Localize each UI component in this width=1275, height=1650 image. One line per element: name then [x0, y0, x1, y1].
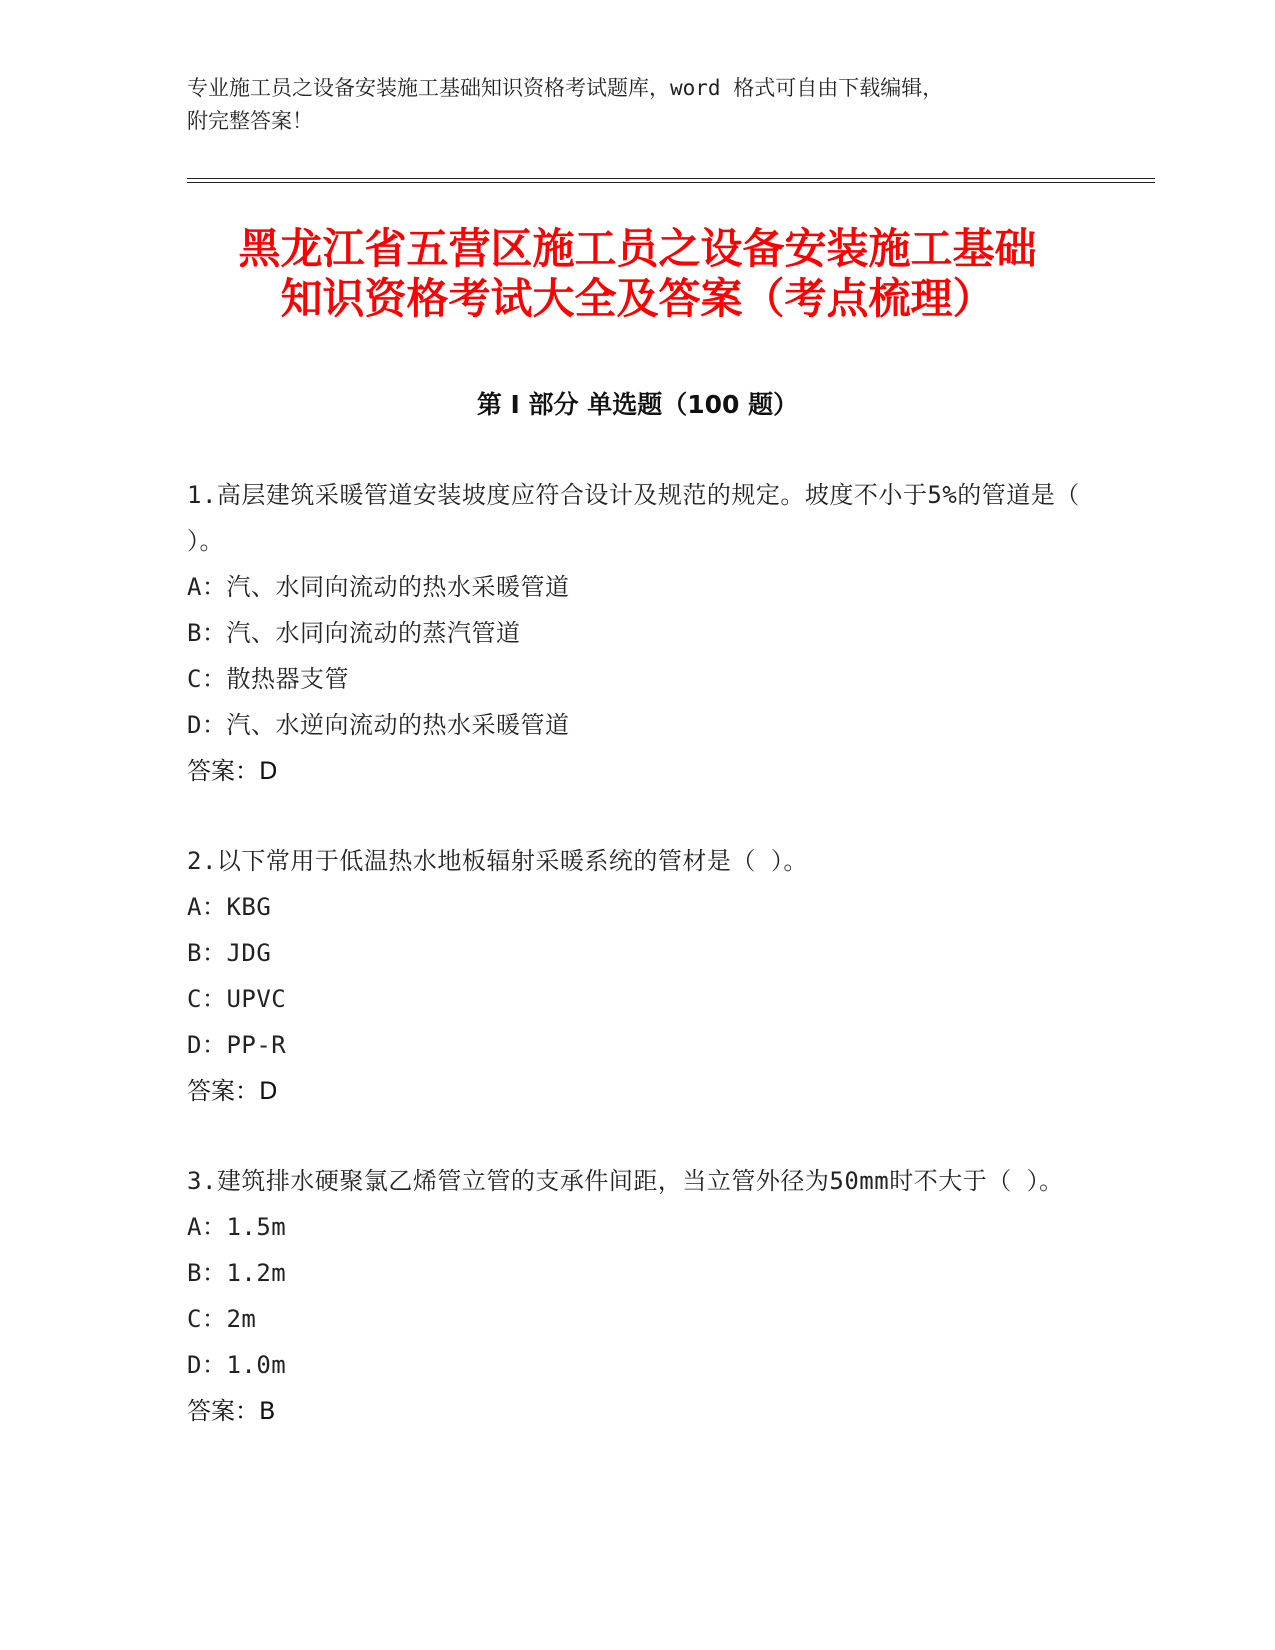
- section-heading: 第 I 部分 单选题（100 题）: [476, 390, 799, 419]
- header-note: [187, 72, 1087, 138]
- question-option-b: B：JDG: [187, 939, 272, 967]
- question-option-c: C：散热器支管: [187, 665, 349, 693]
- question-option-a: A：KBG: [187, 893, 272, 921]
- question-item: [187, 838, 1087, 1114]
- question-stem: 1.高层建筑采暖管道安装坡度应符合设计及规范的规定。坡度不小于5%的管道是（ ）。: [187, 481, 1080, 555]
- question-stem: 3.建筑排水硬聚氯乙烯管立管的支承件间距，当立管外径为50mm时不大于（ ）。: [187, 1167, 1064, 1195]
- header-note-line2: 附完整答案！: [187, 109, 313, 133]
- header-double-rule: [187, 178, 1155, 183]
- question-option-b: B：1.2m: [187, 1259, 287, 1287]
- question-stem: 2.以下常用于低温热水地板辐射采暖系统的管材是（ ）。: [187, 847, 808, 875]
- question-item: [187, 472, 1087, 794]
- question-option-c: C：UPVC: [187, 985, 287, 1013]
- document-title-line1: 黑龙江省五营区施工员之设备安装施工基础: [238, 224, 1037, 273]
- question-option-c: C：2m: [187, 1305, 257, 1333]
- document-title: [160, 224, 1115, 324]
- question-item: [187, 1158, 1087, 1434]
- question-option-b: B：汽、水同向流动的蒸汽管道: [187, 619, 521, 647]
- question-option-a: A：汽、水同向流动的热水采暖管道: [187, 573, 570, 601]
- question-option-d: D：1.0m: [187, 1351, 287, 1379]
- header-note-line1: 专业施工员之设备安装施工基础知识资格考试题库，word 格式可自由下载编辑，: [187, 76, 944, 100]
- document-title-line2: 知识资格考试大全及答案（考点梳理）: [280, 274, 995, 323]
- question-answer: 答案：D: [187, 1077, 278, 1105]
- question-answer: 答案：B: [187, 1397, 276, 1425]
- question-option-a: A：1.5m: [187, 1213, 287, 1241]
- question-answer: 答案：D: [187, 757, 278, 785]
- question-option-d: D：PP-R: [187, 1031, 287, 1059]
- question-list: [187, 472, 1087, 1478]
- question-option-d: D：汽、水逆向流动的热水采暖管道: [187, 711, 570, 739]
